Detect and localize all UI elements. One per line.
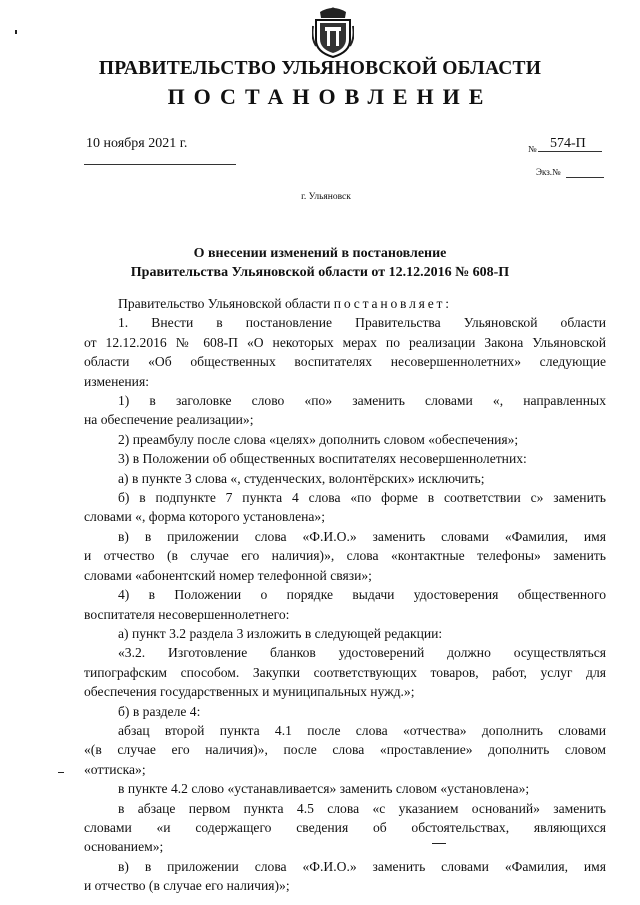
coat-of-arms-emblem — [312, 6, 354, 58]
body-line: от 12.12.2016 № 608-П «О некоторых мерах по реализации Закона Ульяновской — [84, 334, 606, 350]
document-title — [0, 244, 640, 282]
intro-resolves: постановляет: — [333, 296, 452, 311]
body-line: в пункте 4.2 слово «устанавливается» заменить словом «установлена»; — [118, 781, 530, 797]
document-body — [84, 294, 606, 896]
body-line: и отчество (в случае его наличия)»; — [84, 878, 290, 894]
body-line: воспитателя несовершеннолетнего: — [84, 606, 290, 622]
body-line: 2) преамбулу после слова «целях» дополнить словом «обеспечения»; — [118, 431, 519, 447]
body-line: словами «, форма которого установлена»; — [84, 509, 325, 525]
body-line: основанием»; — [84, 839, 164, 855]
body-line: в) в приложении слова «Ф.И.О.» заменить словами «Фамилия, имя — [118, 528, 606, 544]
title-line: О внесении изменений в постановление — [193, 246, 447, 261]
body-line: словами «абонентский номер телефонной связи»; — [84, 567, 372, 583]
body-line: а) пункт 3.2 раздела 3 изложить в следующей редакции: — [118, 625, 443, 641]
body-line: в) в приложении слова «Ф.И.О.» заменить словами «Фамилия, имя — [118, 858, 606, 874]
organization-name: ПРАВИТЕЛЬСТВО УЛЬЯНОВСКОЙ ОБЛАСТИ — [98, 58, 542, 79]
body-line: обеспечения государственных и муниципальных нужд.»; — [84, 684, 415, 700]
number-prefix: № — [528, 144, 537, 154]
body-line: абзац второй пункта 4.1 после слова «отчества» дополнить словами — [118, 722, 606, 738]
body-line: б) в разделе 4: — [118, 703, 201, 719]
document-number: 574-П — [550, 136, 586, 151]
title-line: Правительства Ульяновской области от 12.12.2016 № 608-П — [130, 265, 510, 280]
body-line: области «Об общественных воспитателях несовершеннолетних» следующие — [84, 354, 606, 370]
body-line: 4) в Положении о порядке выдачи удостоверения общественного — [118, 587, 606, 603]
body-line: «оттиска»; — [84, 761, 146, 777]
body-line: словами «и содержащего сведения об обстоятельствах, являющихся — [84, 819, 606, 835]
intro-text: Правительство Ульяновской области — [118, 296, 334, 311]
document-type: ПОСТАНОВЛЕНИЕ — [167, 84, 493, 109]
body-line: изменения: — [84, 373, 149, 389]
body-line: и отчество (в случае его наличия)», слова «контактные телефоны» заменить — [84, 548, 606, 564]
body-line: 1) в заголовке слово «по» заменить словами «, направленных — [118, 393, 606, 409]
body-line: в абзаце первом пункта 4.5 слова «с указанием оснований» заменить — [118, 800, 606, 816]
body-line: а) в пункте 3 слова «, студенческих, волонтёрских» исключить; — [118, 470, 485, 486]
date-underline — [84, 164, 236, 165]
number-underline — [538, 151, 602, 152]
document-date: 10 ноября 2021 г. — [86, 136, 188, 151]
body-line: «3.2. Изготовление бланков удостоверений должно осуществляться — [118, 645, 606, 661]
body-intro — [84, 294, 606, 313]
body-line: 1. Внести в постановление Правительства Ульяновской области — [118, 315, 606, 331]
city-label: г. Ульяновск — [301, 192, 351, 202]
scan-mark — [15, 30, 17, 34]
copy-number-underline — [566, 177, 604, 178]
body-line: «(в случае его наличия)», после слова «проставление» дополнить словом — [84, 742, 606, 758]
scan-mark — [58, 772, 64, 773]
copy-number-label: Экз.№ — [536, 167, 561, 177]
scan-mark — [432, 843, 446, 844]
body-line: типографским способом. Закупки соответствующих товаров, работ, услуг для — [84, 664, 606, 680]
body-line: 3) в Положении об общественных воспитателях несовершеннолетних: — [118, 451, 527, 467]
body-line: на обеспечение реализации»; — [84, 412, 254, 428]
body-line: б) в подпункте 7 пункта 4 слова «по форме в соответствии с» заменить — [118, 490, 606, 506]
